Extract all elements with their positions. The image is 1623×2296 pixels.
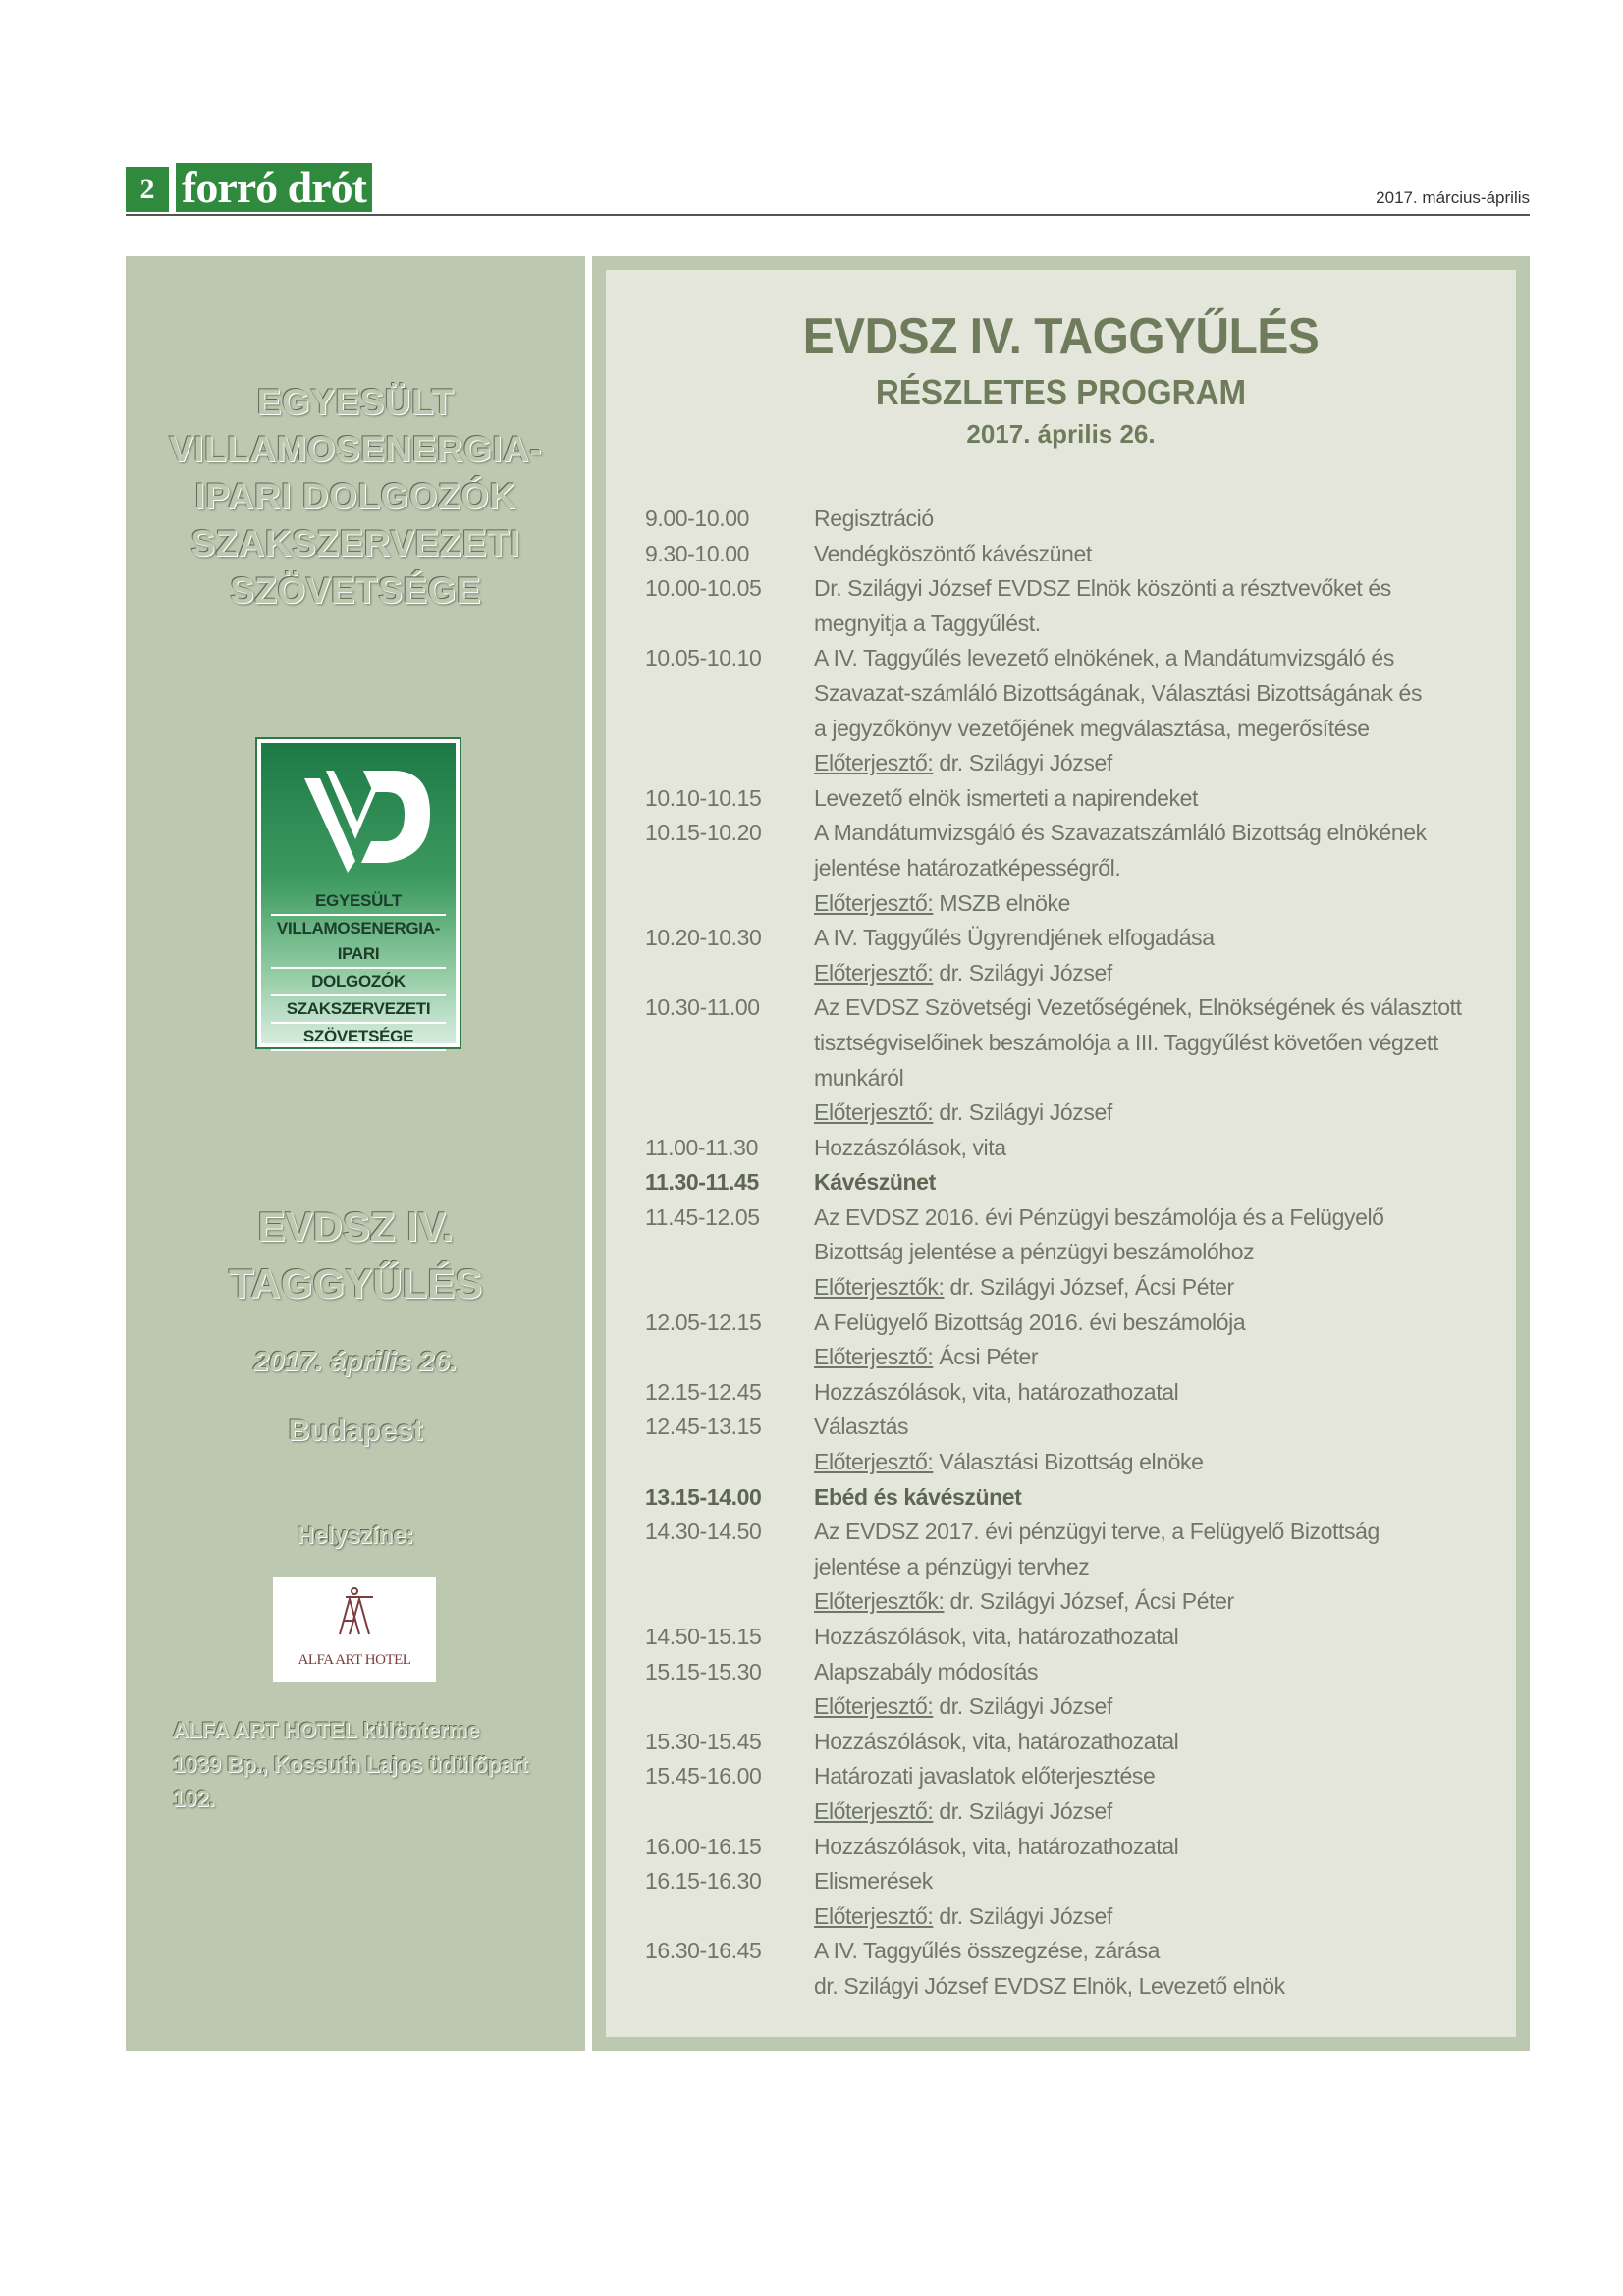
program-description bbox=[814, 1725, 1489, 1760]
program-item bbox=[645, 816, 1489, 921]
program-time: 10.15-10.20 bbox=[645, 820, 762, 846]
program-description bbox=[814, 1620, 1489, 1655]
presenter-line bbox=[814, 886, 1489, 922]
presenter-name: dr. Szilágyi József, Ácsi Péter bbox=[944, 1274, 1234, 1301]
program-description bbox=[814, 1201, 1489, 1306]
presenter-line bbox=[814, 1340, 1489, 1375]
program-description bbox=[814, 1410, 1489, 1479]
logo-text-line: EGYESÜLT bbox=[271, 888, 446, 916]
program-description bbox=[814, 1655, 1489, 1725]
program-time: 10.10-10.15 bbox=[645, 784, 762, 811]
presenter-name: dr. Szilágyi József, Ácsi Péter bbox=[944, 1588, 1234, 1615]
program-description-text: Határozati javaslatok előterjesztése bbox=[814, 1763, 1156, 1789]
program-description-text: A Mandátumvizsgáló és Szavazatszámláló Bizottság elnökének jelentése határozatképességről. bbox=[814, 820, 1427, 881]
program-item bbox=[645, 781, 1489, 817]
presenter-name: dr. Szilágyi József bbox=[933, 1693, 1112, 1720]
program-time: 16.30-16.45 bbox=[645, 1938, 762, 1964]
program-description-text: Hozzászólások, vita, határozathozatal bbox=[814, 1378, 1179, 1405]
program-item bbox=[645, 1306, 1489, 1375]
program-description bbox=[814, 1306, 1489, 1375]
program-description-text: Választás bbox=[814, 1414, 909, 1440]
program-item bbox=[645, 537, 1489, 572]
program-item bbox=[645, 1620, 1489, 1655]
presenter-label: Előterjesztők: bbox=[814, 1588, 945, 1615]
program-time: 11.45-12.05 bbox=[645, 1203, 760, 1230]
program-time: 16.00-16.15 bbox=[645, 1833, 762, 1859]
program-time: 12.15-12.45 bbox=[645, 1378, 762, 1405]
presenter-name: dr. Szilágyi József bbox=[933, 959, 1112, 986]
program-time: 15.15-15.30 bbox=[645, 1658, 762, 1684]
presenter-label: Előterjesztő: bbox=[814, 959, 934, 986]
logo-text-line: DOLGOZÓK bbox=[271, 969, 446, 996]
program-description bbox=[814, 1864, 1489, 1934]
program-time: 13.15-14.00 bbox=[645, 1483, 762, 1510]
presenter-label: Előterjesztő: bbox=[814, 750, 934, 776]
program-item bbox=[645, 1480, 1489, 1516]
program-item bbox=[645, 1131, 1489, 1166]
program-description bbox=[814, 921, 1489, 990]
presenter-label: Előterjesztő: bbox=[814, 1693, 934, 1720]
presenter-line bbox=[814, 1270, 1489, 1306]
program-time: 15.30-15.45 bbox=[645, 1728, 762, 1754]
program-description-text: Az EVDSZ 2016. évi Pénzügyi beszámolója és a Felügyelő Bizottság jelentése a pénzügyi beszámolóhoz bbox=[814, 1203, 1384, 1265]
program-description-text: Az EVDSZ Szövetségi Vezetőségének, Elnökségének és választott tisztségviselőinek beszámolója a III. Taggyűlést követően végzett munkáról bbox=[814, 994, 1462, 1091]
logo-text-line: SZAKSZERVEZETI bbox=[271, 996, 446, 1024]
program-description-text: Az EVDSZ 2017. évi pénzügyi terve, a Felügyelő Bizottság jelentése a pénzügyi tervhez bbox=[814, 1519, 1380, 1579]
program-description bbox=[814, 1165, 1489, 1201]
program-description bbox=[814, 1934, 1489, 2003]
program-time: 10.00-10.05 bbox=[645, 575, 762, 602]
event-date: 2017. április 26. bbox=[253, 1346, 458, 1376]
program-description-text: Hozzászólások, vita, határozathozatal bbox=[814, 1728, 1179, 1754]
program-description-text: A IV. Taggyűlés összegzése, zárása dr. Szilágyi József EVDSZ Elnök, Levezető elnök bbox=[814, 1938, 1285, 1999]
program-item bbox=[645, 921, 1489, 990]
presenter-label: Előterjesztők: bbox=[814, 1274, 945, 1301]
presenter-line bbox=[814, 1794, 1489, 1830]
program-description bbox=[814, 1830, 1489, 1865]
presenter-name: dr. Szilágyi József bbox=[933, 1099, 1112, 1126]
program-item bbox=[645, 641, 1489, 780]
program-time: 14.50-15.15 bbox=[645, 1624, 762, 1649]
program-description bbox=[814, 1131, 1489, 1166]
program-item bbox=[645, 1830, 1489, 1865]
program-item bbox=[645, 1655, 1489, 1725]
presenter-label: Előterjesztő: bbox=[814, 1902, 934, 1929]
program-item bbox=[645, 502, 1489, 537]
program-description-text: Vendégköszöntő kávészünet bbox=[814, 540, 1092, 566]
presenter-name: dr. Szilágyi József bbox=[933, 1797, 1112, 1824]
presenter-label: Előterjesztő: bbox=[814, 1344, 934, 1370]
program-description-text: Ebéd és kávészünet bbox=[814, 1483, 1022, 1510]
presenter-line bbox=[814, 1689, 1489, 1725]
program-subtitle: RÉSZLETES PROGRAM bbox=[875, 372, 1247, 412]
program-description-text: Hozzászólások, vita, határozathozatal bbox=[814, 1624, 1179, 1649]
presenter-label: Előterjesztő: bbox=[814, 1099, 934, 1126]
program-description bbox=[814, 1480, 1489, 1516]
program-time: 11.00-11.30 bbox=[645, 1134, 758, 1160]
left-sidebar bbox=[126, 256, 585, 2051]
program-description bbox=[814, 990, 1489, 1130]
program-list bbox=[645, 502, 1489, 2004]
program-item bbox=[645, 990, 1489, 1130]
program-description bbox=[814, 571, 1489, 641]
presenter-label: Előterjesztő: bbox=[814, 1449, 934, 1475]
program-time: 16.15-16.30 bbox=[645, 1868, 762, 1895]
issue-date: 2017. március-április bbox=[1376, 188, 1530, 207]
program-time: 15.45-16.00 bbox=[645, 1763, 762, 1789]
presenter-label: Előterjesztő: bbox=[814, 889, 934, 916]
program-item bbox=[645, 571, 1489, 641]
presenter-name: Választási Bizottság elnöke bbox=[933, 1449, 1204, 1475]
program-description bbox=[814, 1515, 1489, 1620]
program-description-text: A Felügyelő Bizottság 2016. évi beszámolója bbox=[814, 1308, 1246, 1335]
program-description bbox=[814, 781, 1489, 817]
program-description-text: Alapszabály módosítás bbox=[814, 1658, 1039, 1684]
hotel-monogram-icon bbox=[273, 1577, 436, 1652]
vd-monogram-icon bbox=[261, 743, 456, 890]
program-description-text: Dr. Szilágyi József EVDSZ Elnök köszönti a résztvevőket és megnyitja a Taggyűlést. bbox=[814, 575, 1391, 636]
hotel-logo bbox=[273, 1577, 436, 1682]
presenter-line bbox=[814, 1584, 1489, 1620]
organization-name: EGYESÜLT VILLAMOSENERGIA- IPARI DOLGOZÓK SZAKSZERVEZETI SZÖVETSÉGE bbox=[168, 382, 543, 611]
presenter-name: Ácsi Péter bbox=[933, 1344, 1039, 1370]
program-description-text: Levezető elnök ismerteti a napirendeket bbox=[814, 784, 1198, 811]
program-title: EVDSZ IV. TAGGYŰLÉS bbox=[802, 308, 1320, 365]
program-description-text: A IV. Taggyűlés levezető elnökének, a Mandátumvizsgáló és Szavazat-számláló Bizottságának, Választási Bizottságának és a jegyzőkönyv vezetőjének megválasztása, megerősítése bbox=[814, 645, 1423, 741]
program-time: 12.05-12.15 bbox=[645, 1308, 762, 1335]
program-description-text: Hozzászólások, vita bbox=[814, 1134, 1006, 1160]
program-time: 10.05-10.10 bbox=[645, 645, 762, 671]
program-time: 11.30-11.45 bbox=[645, 1169, 759, 1196]
presenter-line bbox=[814, 746, 1489, 781]
program-time: 12.45-13.15 bbox=[645, 1414, 762, 1440]
hotel-logo-text: ALFA ART HOTEL bbox=[298, 1652, 411, 1668]
program-time: 9.00-10.00 bbox=[645, 506, 749, 531]
presenter-label: Előterjesztő: bbox=[814, 1797, 934, 1824]
program-item bbox=[645, 1725, 1489, 1760]
program-description-text: Regisztráció bbox=[814, 506, 934, 531]
program-time: 10.30-11.00 bbox=[645, 994, 760, 1021]
presenter-line bbox=[814, 1445, 1489, 1480]
program-description-text: Hozzászólások, vita, határozathozatal bbox=[814, 1833, 1179, 1859]
program-item bbox=[645, 1201, 1489, 1306]
page-number: 2 bbox=[126, 167, 169, 212]
presenter-name: dr. Szilágyi József bbox=[933, 1902, 1112, 1929]
venue-label: Helyszíne: bbox=[297, 1522, 414, 1549]
presenter-line bbox=[814, 1899, 1489, 1935]
header-rule bbox=[126, 214, 1530, 216]
program-item bbox=[645, 1375, 1489, 1411]
vd-logo bbox=[255, 737, 461, 1049]
program-description bbox=[814, 502, 1489, 537]
program-panel bbox=[592, 256, 1530, 2051]
program-description-text: Elismerések bbox=[814, 1868, 933, 1895]
presenter-name: dr. Szilágyi József bbox=[933, 750, 1112, 776]
event-city: Budapest bbox=[288, 1415, 423, 1447]
event-title: EVDSZ IV. TAGGYŰLÉS bbox=[228, 1203, 483, 1307]
venue-address: ALFA ART HOTEL különterme 1039 Bp., Kossuth Lajos üdülőpart 102. bbox=[173, 1718, 528, 1811]
program-date: 2017. április 26. bbox=[966, 419, 1156, 449]
program-time: 14.30-14.50 bbox=[645, 1519, 762, 1545]
program-item bbox=[645, 1759, 1489, 1829]
program-item bbox=[645, 1934, 1489, 2003]
presenter-line bbox=[814, 1095, 1489, 1131]
logo-text-line: SZÖVETSÉGE bbox=[271, 1024, 446, 1051]
program-description bbox=[814, 1759, 1489, 1829]
program-description-text: A IV. Taggyűlés Ügyrendjének elfogadása bbox=[814, 925, 1215, 951]
program-time: 9.30-10.00 bbox=[645, 540, 749, 566]
presenter-line bbox=[814, 956, 1489, 991]
program-description bbox=[814, 537, 1489, 572]
presenter-name: MSZB elnöke bbox=[933, 889, 1071, 916]
program-item bbox=[645, 1515, 1489, 1620]
program-description bbox=[814, 641, 1489, 780]
masthead: forró drót bbox=[173, 163, 372, 212]
program-item bbox=[645, 1410, 1489, 1479]
program-time: 10.20-10.30 bbox=[645, 925, 762, 951]
program-description bbox=[814, 816, 1489, 921]
program-item bbox=[645, 1165, 1489, 1201]
program-description-text: Kávészünet bbox=[814, 1169, 936, 1196]
logo-text-line: VILLAMOSENERGIA-IPARI bbox=[271, 916, 446, 969]
program-item bbox=[645, 1864, 1489, 1934]
page-header bbox=[126, 163, 1530, 216]
program-description bbox=[814, 1375, 1489, 1411]
